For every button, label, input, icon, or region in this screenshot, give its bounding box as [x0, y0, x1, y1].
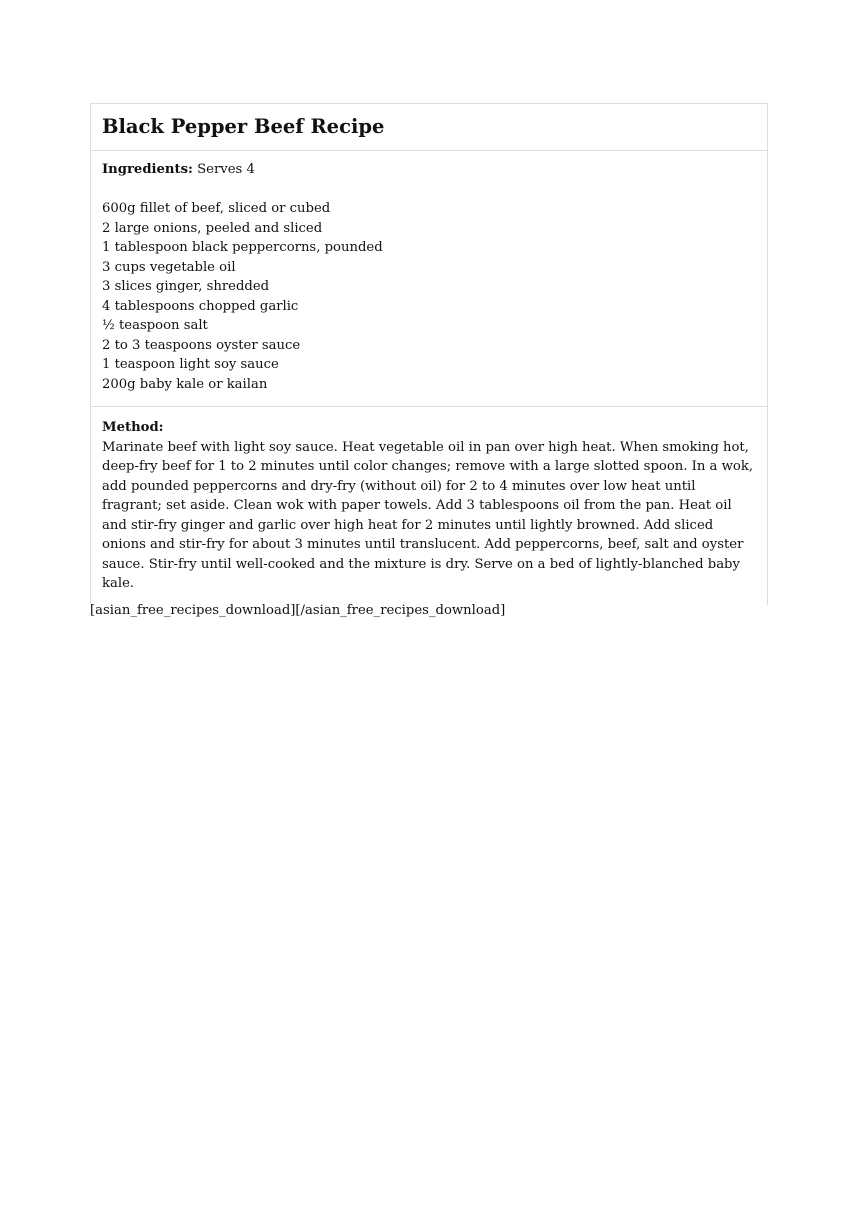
recipe-card — [90, 103, 768, 605]
ingredient-item: ½ teaspoon salt — [102, 318, 208, 333]
ingredient-item: 600g fillet of beef, sliced or cubed — [102, 201, 331, 216]
method-label: Method: — [102, 420, 164, 435]
ingredient-item: 2 large onions, peeled and sliced — [102, 220, 323, 236]
download-shortcode: [asian_free_recipes_download][/asian_free_recipes_download] — [90, 603, 506, 618]
ingredient-item: 200g baby kale or kailan — [102, 376, 268, 392]
ingredient-item: 4 tablespoons chopped garlic — [102, 298, 299, 314]
ingredient-item: 3 slices ginger, shredded — [102, 279, 270, 294]
method-section — [91, 407, 767, 605]
ingredient-item: 3 cups vegetable oil — [102, 259, 236, 275]
ingredient-item: 1 teaspoon light soy sauce — [102, 357, 279, 372]
ingredient-item: 1 tablespoon black peppercorns, pounded — [102, 240, 383, 255]
serves-text: Serves 4 — [197, 162, 255, 177]
ingredients-label: Ingredients: — [102, 162, 193, 177]
ingredient-list — [102, 199, 756, 394]
ingredients-section — [91, 151, 767, 407]
recipe-title: Black Pepper Beef Recipe — [91, 104, 767, 151]
ingredients-header — [102, 160, 756, 180]
ingredient-item: 2 to 3 teaspoons oyster sauce — [102, 337, 301, 353]
method-text: Marinate beef with light soy sauce. Heat vegetable oil in pan over high heat. When smoking hot, deep-fry beef for 1 to 2 minutes until color changes; remove with a large slotted spoon. In a wok, add pounded peppercorns and dry-fry (without oil) for 2 to 4 minutes over low heat until fragrant; set aside. Clean wok with paper towels. Add 3 tablespoons oil from the pan. Heat oil and stir-fry ginger and garlic over high heat for 2 minutes until lightly browned. Add sliced onions and stir-fry for about 3 minutes until translucent. Add peppercorns, beef, salt and oyster sauce. Stir-fry until well-cooked and the mixture is dry. Serve on a bed of lightly-blanched baby kale. — [102, 439, 754, 591]
